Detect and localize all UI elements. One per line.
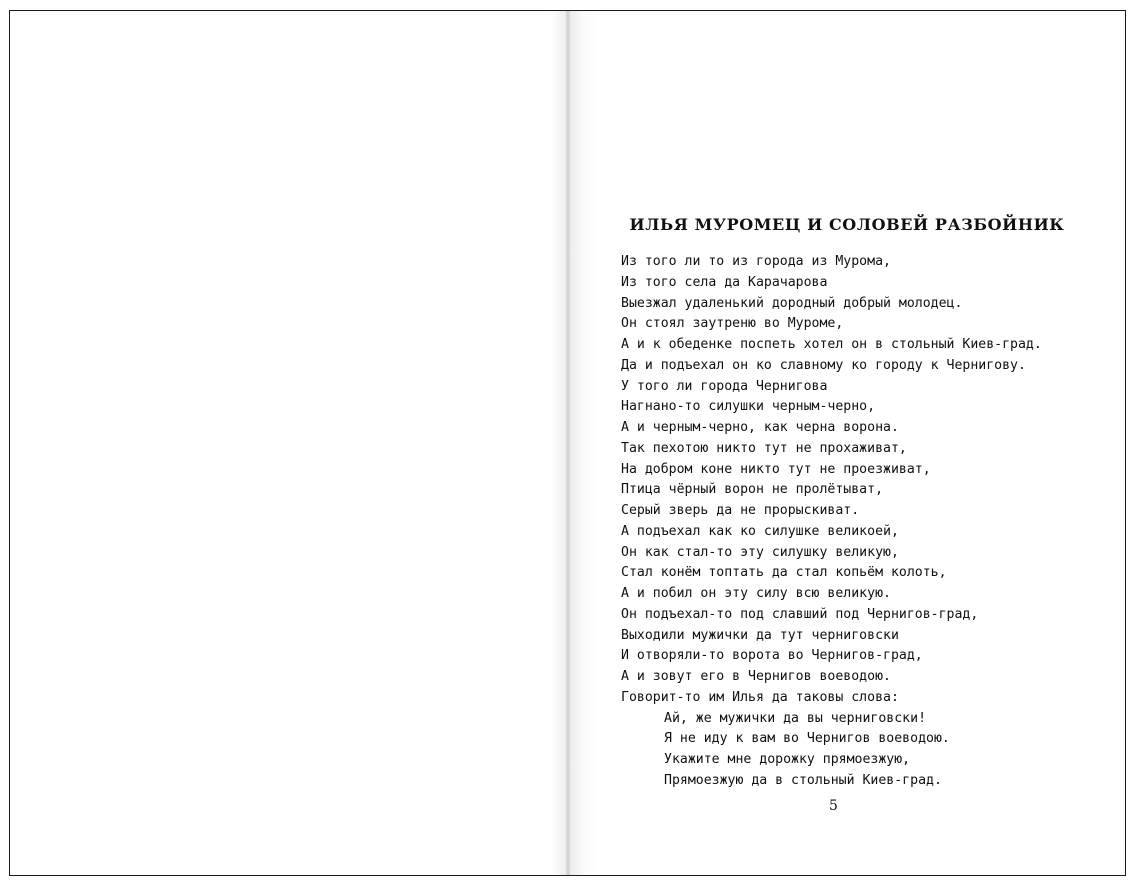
poem-line: На добром коне никто тут не проезживат, <box>621 461 931 477</box>
poem-line: У того ли города Чернигова <box>621 378 828 394</box>
poem-line: Птица чёрный ворон не пролётыват, <box>621 482 884 498</box>
poem-line-indented: Укажите мне дорожку прямоезжую, <box>664 752 911 767</box>
poem-line: Выезжал удаленький дородный добрый молодец. <box>621 295 963 311</box>
poem-line: Он подъехал-то под славший под Чернигов-град, <box>621 606 979 622</box>
poem-line: А и к обеденке поспеть хотел он в стольный Киев-град. <box>621 337 1042 352</box>
page-number: 5 <box>829 798 838 814</box>
poem-line: А и черным-черно, как черна ворона. <box>621 420 899 435</box>
poem-line-indented: Прямоезжую да в стольный Киев-град. <box>664 772 942 788</box>
poem-line: Он как стал-то эту силушку великую, <box>621 544 899 560</box>
poem-line: Из того села да Карачарова <box>621 274 828 290</box>
poem-line: А и побил он эту силу всю великую. <box>621 586 891 601</box>
poem-line: Стал конём топтать да стал копьём колоть, <box>621 565 947 581</box>
poem-line: Нагнано-то силушки черным-черно, <box>621 399 876 415</box>
poem-line: Выходили мужички да тут черниговски <box>621 627 899 643</box>
book-spread <box>9 10 1126 876</box>
poem-line: Так пехотою никто тут не прохаживат, <box>621 440 907 456</box>
poem-line-indented: Я не иду к вам во Чернигов воеводою. <box>664 731 950 747</box>
poem-text <box>621 252 1111 792</box>
poem-line: А и зовут его в Чернигов воеводою. <box>621 669 891 684</box>
poem-line: Серый зверь да не прорыскиват. <box>621 503 860 518</box>
poem-line-indented: Ай, же мужички да вы черниговски! <box>664 710 927 726</box>
poem-line: И отворяли-то ворота во Чернигов-град, <box>621 648 923 664</box>
poem-line: Говорит-то им Илья да таковы слова: <box>621 689 899 705</box>
right-page <box>569 11 1125 875</box>
poem-line: Да и подъехал он ко славному ко городу к Чернигову. <box>621 357 1026 373</box>
left-page-blank <box>10 11 569 875</box>
poem-line: Он стоял заутреню во Муроме, <box>621 316 844 332</box>
poem-line: А подъехал как ко силушке великоей, <box>621 523 899 539</box>
poem-line: Из того ли то из города из Мурома, <box>621 254 891 269</box>
poem-title: ИЛЬЯ МУРОМЕЦ И СОЛОВЕЙ РАЗБОЙНИК <box>629 215 1065 234</box>
